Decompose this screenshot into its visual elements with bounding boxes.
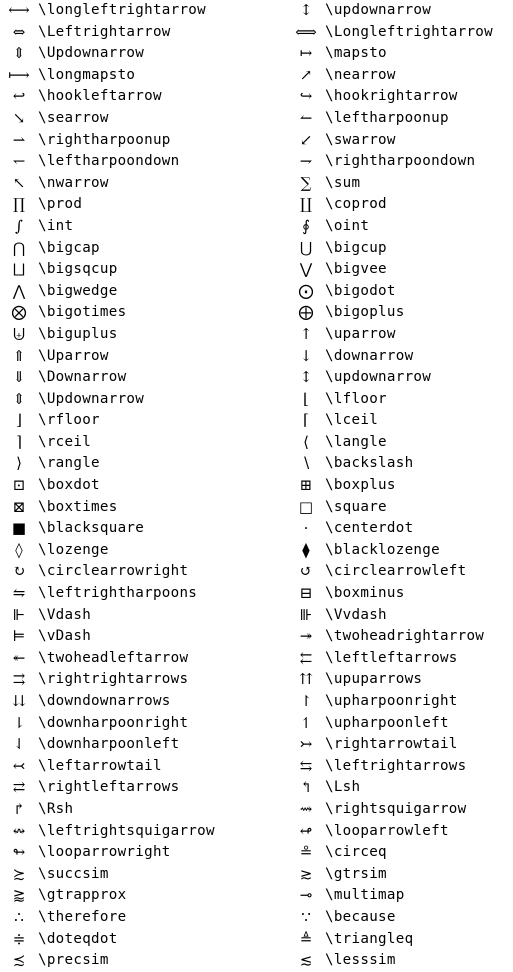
- leftarrowtail-icon: ↢: [12, 756, 26, 775]
- searrow-icon: ↘: [12, 108, 26, 127]
- command-label: \int: [38, 217, 74, 234]
- circlearrowright-icon: ↻: [12, 562, 26, 581]
- command-label: \circlearrowright: [38, 563, 189, 580]
- command-label: \upuparrows: [325, 671, 423, 688]
- oint-icon: ∮: [302, 216, 310, 235]
- boxminus-icon: ⊟: [299, 584, 313, 603]
- rightharpoondown-icon: ⇁: [299, 152, 313, 171]
- command-label: \circeq: [325, 844, 387, 861]
- symbol-row-leftleftarrows: [287, 648, 513, 670]
- symbol-row-updownarrow: [287, 0, 513, 22]
- symbol-row-rfloor: [0, 410, 256, 432]
- symbol-row-bigsqcup: [0, 259, 256, 281]
- rfloor-icon: ⌋: [16, 411, 22, 430]
- longleftrightarrow-icon: ⟺: [295, 22, 317, 41]
- bigoplus-icon: ⨁: [298, 303, 314, 322]
- lozenge-icon: ◊: [15, 540, 23, 559]
- uparrow-icon: ↑: [299, 324, 313, 343]
- command-label: \downharpoonleft: [38, 736, 180, 753]
- command-label: \backslash: [325, 455, 414, 472]
- longleftrightarrow-icon: ⟷: [8, 1, 30, 19]
- symbol-row-uparrow: [287, 324, 513, 346]
- coprod-icon: ∐: [300, 195, 312, 214]
- command-label: \therefore: [38, 908, 127, 925]
- symbol-row-rangle: [0, 453, 256, 475]
- command-label: \leftharpoonup: [325, 109, 449, 126]
- symbol-row-rightarrowtail: [287, 734, 513, 756]
- symbol-row-vdash: [0, 626, 256, 648]
- command-label: \downdownarrows: [38, 693, 171, 709]
- multimap-icon: ⊸: [299, 886, 313, 905]
- symbol-row-bigcup: [287, 238, 513, 260]
- command-label: \downarrow: [325, 347, 414, 364]
- command-label: \longleftrightarrow: [38, 2, 206, 18]
- symbol-row-lozenge: [0, 540, 256, 562]
- symbol-row-coprod: [287, 194, 513, 216]
- command-label: \updownarrow: [325, 2, 432, 18]
- downharpoonright-icon: ⇂: [12, 713, 26, 732]
- right-symbol-column: [287, 0, 513, 972]
- rceil-icon: ⌉: [16, 432, 22, 451]
- upuparrows-icon: ⇈: [299, 670, 313, 689]
- command-label: \upharpoonright: [325, 693, 458, 709]
- symbol-row-circlearrowright: [0, 561, 256, 583]
- command-label: \nwarrow: [38, 174, 109, 191]
- square-icon: □: [298, 497, 314, 516]
- command-label: \circlearrowleft: [325, 563, 467, 580]
- symbol-row-downharpoonleft: [0, 734, 256, 756]
- looparrowright-icon: ↬: [12, 843, 26, 862]
- symbol-row-rsh: [0, 799, 256, 821]
- leftleftarrows-icon: ⇇: [299, 648, 313, 667]
- downharpoonleft-icon: ⇃: [12, 735, 26, 754]
- command-label: \nearrow: [325, 66, 396, 83]
- command-label: \rfloor: [38, 412, 100, 429]
- symbol-row-upharpoonleft: [287, 713, 513, 735]
- lfloor-icon: ⌊: [303, 389, 309, 408]
- symbol-row-updownarrow: [0, 43, 256, 65]
- symbol-row-prod: [0, 194, 256, 216]
- command-label: \because: [325, 908, 396, 925]
- symbol-row-bigwedge: [0, 281, 256, 303]
- downarrow-icon: ⇓: [12, 368, 26, 387]
- symbol-row-downharpoonright: [0, 713, 256, 735]
- bigsqcup-icon: ⨆: [12, 260, 25, 279]
- updownarrow-icon: ↕: [299, 368, 313, 387]
- symbol-row-leftrightarrows: [287, 756, 513, 778]
- command-label: \rightrightarrows: [38, 671, 189, 688]
- symbol-row-leftharpoonup: [287, 108, 513, 130]
- symbol-row-hookleftarrow: [0, 86, 256, 108]
- command-label: \updownarrow: [325, 369, 432, 386]
- leftharpoondown-icon: ↽: [12, 152, 26, 171]
- symbol-row-rightharpoonup: [0, 130, 256, 152]
- bigcup-icon: ⋃: [299, 238, 313, 257]
- symbol-row-longmapsto: [0, 65, 256, 87]
- command-label: \Updownarrow: [38, 45, 145, 62]
- symbol-row-lsh: [287, 777, 513, 799]
- command-label: \bigcup: [325, 239, 387, 256]
- symbol-row-int: [0, 216, 256, 238]
- command-label: \rightleftarrows: [38, 779, 180, 796]
- symbol-row-leftrightsquigarrow: [0, 821, 256, 843]
- langle-icon: ⟨: [303, 432, 309, 451]
- command-label: \leftrightsquigarrow: [38, 822, 215, 839]
- lesssim-icon: ≲: [299, 951, 313, 970]
- vdash-icon: ⊩: [12, 605, 26, 624]
- symbol-row-vdash: [0, 605, 256, 627]
- symbol-row-biguplus: [0, 324, 256, 346]
- symbol-row-multimap: [287, 885, 513, 907]
- boxplus-icon: ⊞: [299, 476, 313, 495]
- rightarrowtail-icon: ↣: [299, 735, 313, 754]
- command-label: \downharpoonright: [38, 714, 189, 731]
- command-label: \square: [325, 498, 387, 515]
- command-label: \lesssim: [325, 952, 396, 969]
- symbol-row-lesssim: [287, 950, 513, 972]
- updownarrow-icon: ⇕: [12, 389, 26, 408]
- command-label: \twoheadrightarrow: [325, 628, 485, 645]
- symbol-row-bigvee: [287, 259, 513, 281]
- boxtimes-icon: ⊠: [12, 497, 26, 516]
- command-label: \uparrow: [325, 325, 396, 342]
- symbol-row-blacklozenge: [287, 540, 513, 562]
- symbol-row-uparrow: [0, 346, 256, 368]
- because-icon: ∵: [301, 907, 311, 926]
- centerdot-icon: ·: [303, 519, 309, 538]
- symbol-row-nearrow: [287, 65, 513, 87]
- leftrightsquigarrow-icon: ↭: [12, 821, 26, 840]
- command-label: \bigcap: [38, 239, 100, 256]
- command-label: \lceil: [325, 412, 379, 429]
- command-label: \leftrightarrows: [325, 757, 467, 774]
- symbol-row-circeq: [287, 842, 513, 864]
- upharpoonleft-icon: ↿: [299, 713, 313, 732]
- symbol-row-succsim: [0, 864, 256, 886]
- command-label: \blacksquare: [38, 520, 145, 537]
- symbol-row-boxminus: [287, 583, 513, 605]
- command-label: \rangle: [38, 455, 100, 472]
- command-label: \rightharpoonup: [38, 131, 171, 148]
- symbol-row-twoheadrightarrow: [287, 626, 513, 648]
- leftrightharpoons-icon: ⇋: [12, 584, 26, 603]
- rightrightarrows-icon: ⇉: [12, 670, 26, 689]
- command-label: \mapsto: [325, 45, 387, 62]
- symbol-row-centerdot: [287, 518, 513, 540]
- gtrapprox-icon: ⪆: [12, 886, 26, 905]
- command-label: \bigotimes: [38, 304, 127, 321]
- bigcap-icon: ⋂: [12, 238, 26, 257]
- command-label: \boxminus: [325, 585, 405, 602]
- command-label: \Vvdash: [325, 606, 387, 623]
- symbol-row-bigodot: [287, 281, 513, 303]
- swarrow-icon: ↙: [299, 130, 313, 149]
- symbol-row-boxdot: [0, 475, 256, 497]
- command-label: \bigoplus: [325, 304, 405, 321]
- symbol-row-mapsto: [287, 43, 513, 65]
- command-label: \bigvee: [325, 261, 387, 278]
- command-label: \blacklozenge: [325, 541, 440, 558]
- succsim-icon: ≿: [12, 864, 26, 883]
- rsh-icon: ↱: [12, 799, 26, 818]
- blacklozenge-icon: ⧫: [302, 540, 310, 559]
- symbol-row-rightrightarrows: [0, 669, 256, 691]
- command-label: \lozenge: [38, 541, 109, 558]
- bigvee-icon: ⋁: [299, 260, 313, 279]
- vvdash-icon: ⊪: [299, 605, 313, 624]
- int-icon: ∫: [15, 216, 23, 235]
- symbol-row-longleftrightarrow: [0, 0, 256, 22]
- sum-icon: ∑: [300, 173, 312, 192]
- symbol-row-swarrow: [287, 130, 513, 152]
- symbol-row-rceil: [0, 432, 256, 454]
- symbol-row-downarrow: [0, 367, 256, 389]
- symbol-row-hookrightarrow: [287, 86, 513, 108]
- symbol-row-bigoplus: [287, 302, 513, 324]
- command-label: \prod: [38, 196, 83, 213]
- symbol-row-rightharpoondown: [287, 151, 513, 173]
- command-label: \rightsquigarrow: [325, 800, 467, 817]
- rightharpoonup-icon: ⇀: [12, 130, 26, 149]
- symbol-row-leftarrowtail: [0, 756, 256, 778]
- biguplus-icon: ⨄: [12, 324, 26, 343]
- command-label: \bigsqcup: [38, 261, 118, 278]
- symbol-row-oint: [287, 216, 513, 238]
- command-label: \swarrow: [325, 131, 396, 148]
- symbol-row-twoheadleftarrow: [0, 648, 256, 670]
- longmapsto-icon: ⟼: [8, 65, 30, 84]
- command-label: \lfloor: [325, 390, 387, 407]
- command-label: \biguplus: [38, 325, 118, 342]
- symbol-row-rightleftarrows: [0, 777, 256, 799]
- downdownarrows-icon: ⇊: [12, 692, 26, 710]
- therefore-icon: ∴: [14, 907, 24, 926]
- command-label: \precsim: [38, 952, 109, 969]
- command-label: \doteqdot: [38, 930, 118, 947]
- uparrow-icon: ⇑: [12, 346, 26, 365]
- looparrowleft-icon: ↫: [299, 821, 313, 840]
- symbol-row-looparrowleft: [287, 821, 513, 843]
- symbol-row-updownarrow: [0, 389, 256, 411]
- symbol-row-boxplus: [287, 475, 513, 497]
- rightleftarrows-icon: ⇄: [12, 778, 26, 797]
- hookrightarrow-icon: ↪: [299, 87, 313, 106]
- command-label: \succsim: [38, 865, 109, 882]
- symbol-row-blacksquare: [0, 518, 256, 540]
- symbol-row-gtrsim: [287, 864, 513, 886]
- symbol-row-updownarrow: [287, 367, 513, 389]
- boxdot-icon: ⊡: [12, 476, 26, 495]
- blacksquare-icon: ■: [11, 519, 27, 538]
- gtrsim-icon: ≳: [299, 864, 313, 883]
- symbol-row-upharpoonright: [287, 691, 513, 713]
- command-label: \Leftrightarrow: [38, 23, 171, 40]
- symbol-row-leftharpoondown: [0, 151, 256, 173]
- symbol-row-downarrow: [287, 346, 513, 368]
- leftharpoonup-icon: ↼: [299, 108, 313, 127]
- command-label: \Rsh: [38, 800, 74, 817]
- command-label: \rceil: [38, 433, 92, 450]
- downarrow-icon: ↓: [299, 346, 313, 365]
- symbol-row-vvdash: [287, 605, 513, 627]
- symbol-row-nwarrow: [0, 173, 256, 195]
- nwarrow-icon: ↖: [12, 173, 26, 192]
- updownarrow-icon: ↕: [299, 1, 313, 19]
- symbol-row-precsim: [0, 950, 256, 972]
- circlearrowleft-icon: ↺: [299, 562, 313, 581]
- command-label: \triangleq: [325, 930, 414, 947]
- symbol-row-longleftrightarrow: [287, 22, 513, 44]
- command-label: \multimap: [325, 887, 405, 904]
- nearrow-icon: ↗: [299, 65, 313, 84]
- symbol-row-looparrowright: [0, 842, 256, 864]
- symbol-row-upuparrows: [287, 669, 513, 691]
- symbol-row-backslash: [287, 453, 513, 475]
- command-label: \leftharpoondown: [38, 153, 180, 170]
- command-label: \Longleftrightarrow: [325, 23, 493, 40]
- command-label: \sum: [325, 174, 361, 191]
- command-label: \boxplus: [325, 477, 396, 494]
- backslash-icon: ∖: [301, 454, 311, 473]
- symbol-row-bigcap: [0, 238, 256, 260]
- lsh-icon: ↰: [299, 778, 313, 797]
- bigwedge-icon: ⋀: [12, 281, 26, 300]
- symbol-row-boxtimes: [0, 497, 256, 519]
- command-label: \looparrowright: [38, 844, 171, 861]
- left-symbol-column: [0, 0, 256, 972]
- symbol-row-square: [287, 497, 513, 519]
- symbol-row-leftrightarrow: [0, 22, 256, 44]
- symbol-row-gtrapprox: [0, 885, 256, 907]
- command-label: \longmapsto: [38, 66, 136, 83]
- symbol-row-langle: [287, 432, 513, 454]
- bigodot-icon: ⨀: [298, 281, 314, 300]
- hookleftarrow-icon: ↩: [12, 87, 26, 106]
- symbol-row-because: [287, 907, 513, 929]
- command-label: \centerdot: [325, 520, 414, 537]
- upharpoonright-icon: ↾: [299, 692, 313, 710]
- lceil-icon: ⌈: [303, 411, 309, 430]
- doteqdot-icon: ≑: [12, 929, 26, 948]
- command-label: \upharpoonleft: [325, 714, 449, 731]
- twoheadrightarrow-icon: ↠: [299, 627, 313, 646]
- command-label: \hookrightarrow: [325, 88, 458, 105]
- symbol-row-therefore: [0, 907, 256, 929]
- symbol-row-bigotimes: [0, 302, 256, 324]
- updownarrow-icon: ⇕: [12, 44, 26, 63]
- command-label: \leftleftarrows: [325, 649, 458, 666]
- vdash-icon: ⊨: [12, 627, 26, 646]
- command-label: \coprod: [325, 196, 387, 213]
- command-label: \boxtimes: [38, 498, 118, 515]
- command-label: \Updownarrow: [38, 390, 145, 407]
- command-label: \Lsh: [325, 779, 361, 796]
- command-label: \Downarrow: [38, 369, 127, 386]
- circeq-icon: ≗: [299, 843, 313, 862]
- mapsto-icon: ↦: [299, 44, 313, 63]
- symbol-row-rightsquigarrow: [287, 799, 513, 821]
- command-label: \rightarrowtail: [325, 736, 458, 753]
- command-label: \oint: [325, 217, 370, 234]
- command-label: \hookleftarrow: [38, 88, 162, 105]
- command-label: \leftrightharpoons: [38, 585, 198, 602]
- symbol-row-doteqdot: [0, 929, 256, 951]
- command-label: \langle: [325, 433, 387, 450]
- command-label: \leftarrowtail: [38, 757, 162, 774]
- command-label: \looparrowleft: [325, 822, 449, 839]
- command-label: \twoheadleftarrow: [38, 649, 189, 666]
- symbol-row-triangleq: [287, 929, 513, 951]
- command-label: \searrow: [38, 109, 109, 126]
- command-label: \boxdot: [38, 477, 100, 494]
- command-label: \gtrapprox: [38, 887, 127, 904]
- leftrightarrows-icon: ⇆: [299, 756, 313, 775]
- symbol-row-downdownarrows: [0, 691, 256, 713]
- command-label: \bigwedge: [38, 282, 118, 299]
- rangle-icon: ⟩: [16, 454, 22, 473]
- precsim-icon: ≾: [12, 951, 26, 970]
- rightsquigarrow-icon: ⇝: [299, 799, 313, 818]
- prod-icon: ∏: [13, 195, 25, 214]
- leftrightarrow-icon: ⇔: [12, 22, 26, 41]
- triangleq-icon: ≜: [299, 929, 313, 948]
- symbol-row-leftrightharpoons: [0, 583, 256, 605]
- symbol-row-sum: [287, 173, 513, 195]
- command-label: \gtrsim: [325, 865, 387, 882]
- symbol-row-searrow: [0, 108, 256, 130]
- symbol-row-circlearrowleft: [287, 561, 513, 583]
- command-label: \Vdash: [38, 606, 92, 623]
- twoheadleftarrow-icon: ↞: [12, 648, 26, 667]
- command-label: \Uparrow: [38, 347, 109, 364]
- command-label: \bigodot: [325, 282, 396, 299]
- symbol-row-lfloor: [287, 389, 513, 411]
- symbol-row-lceil: [287, 410, 513, 432]
- bigotimes-icon: ⨂: [11, 303, 27, 322]
- command-label: \vDash: [38, 628, 92, 645]
- command-label: \rightharpoondown: [325, 153, 476, 170]
